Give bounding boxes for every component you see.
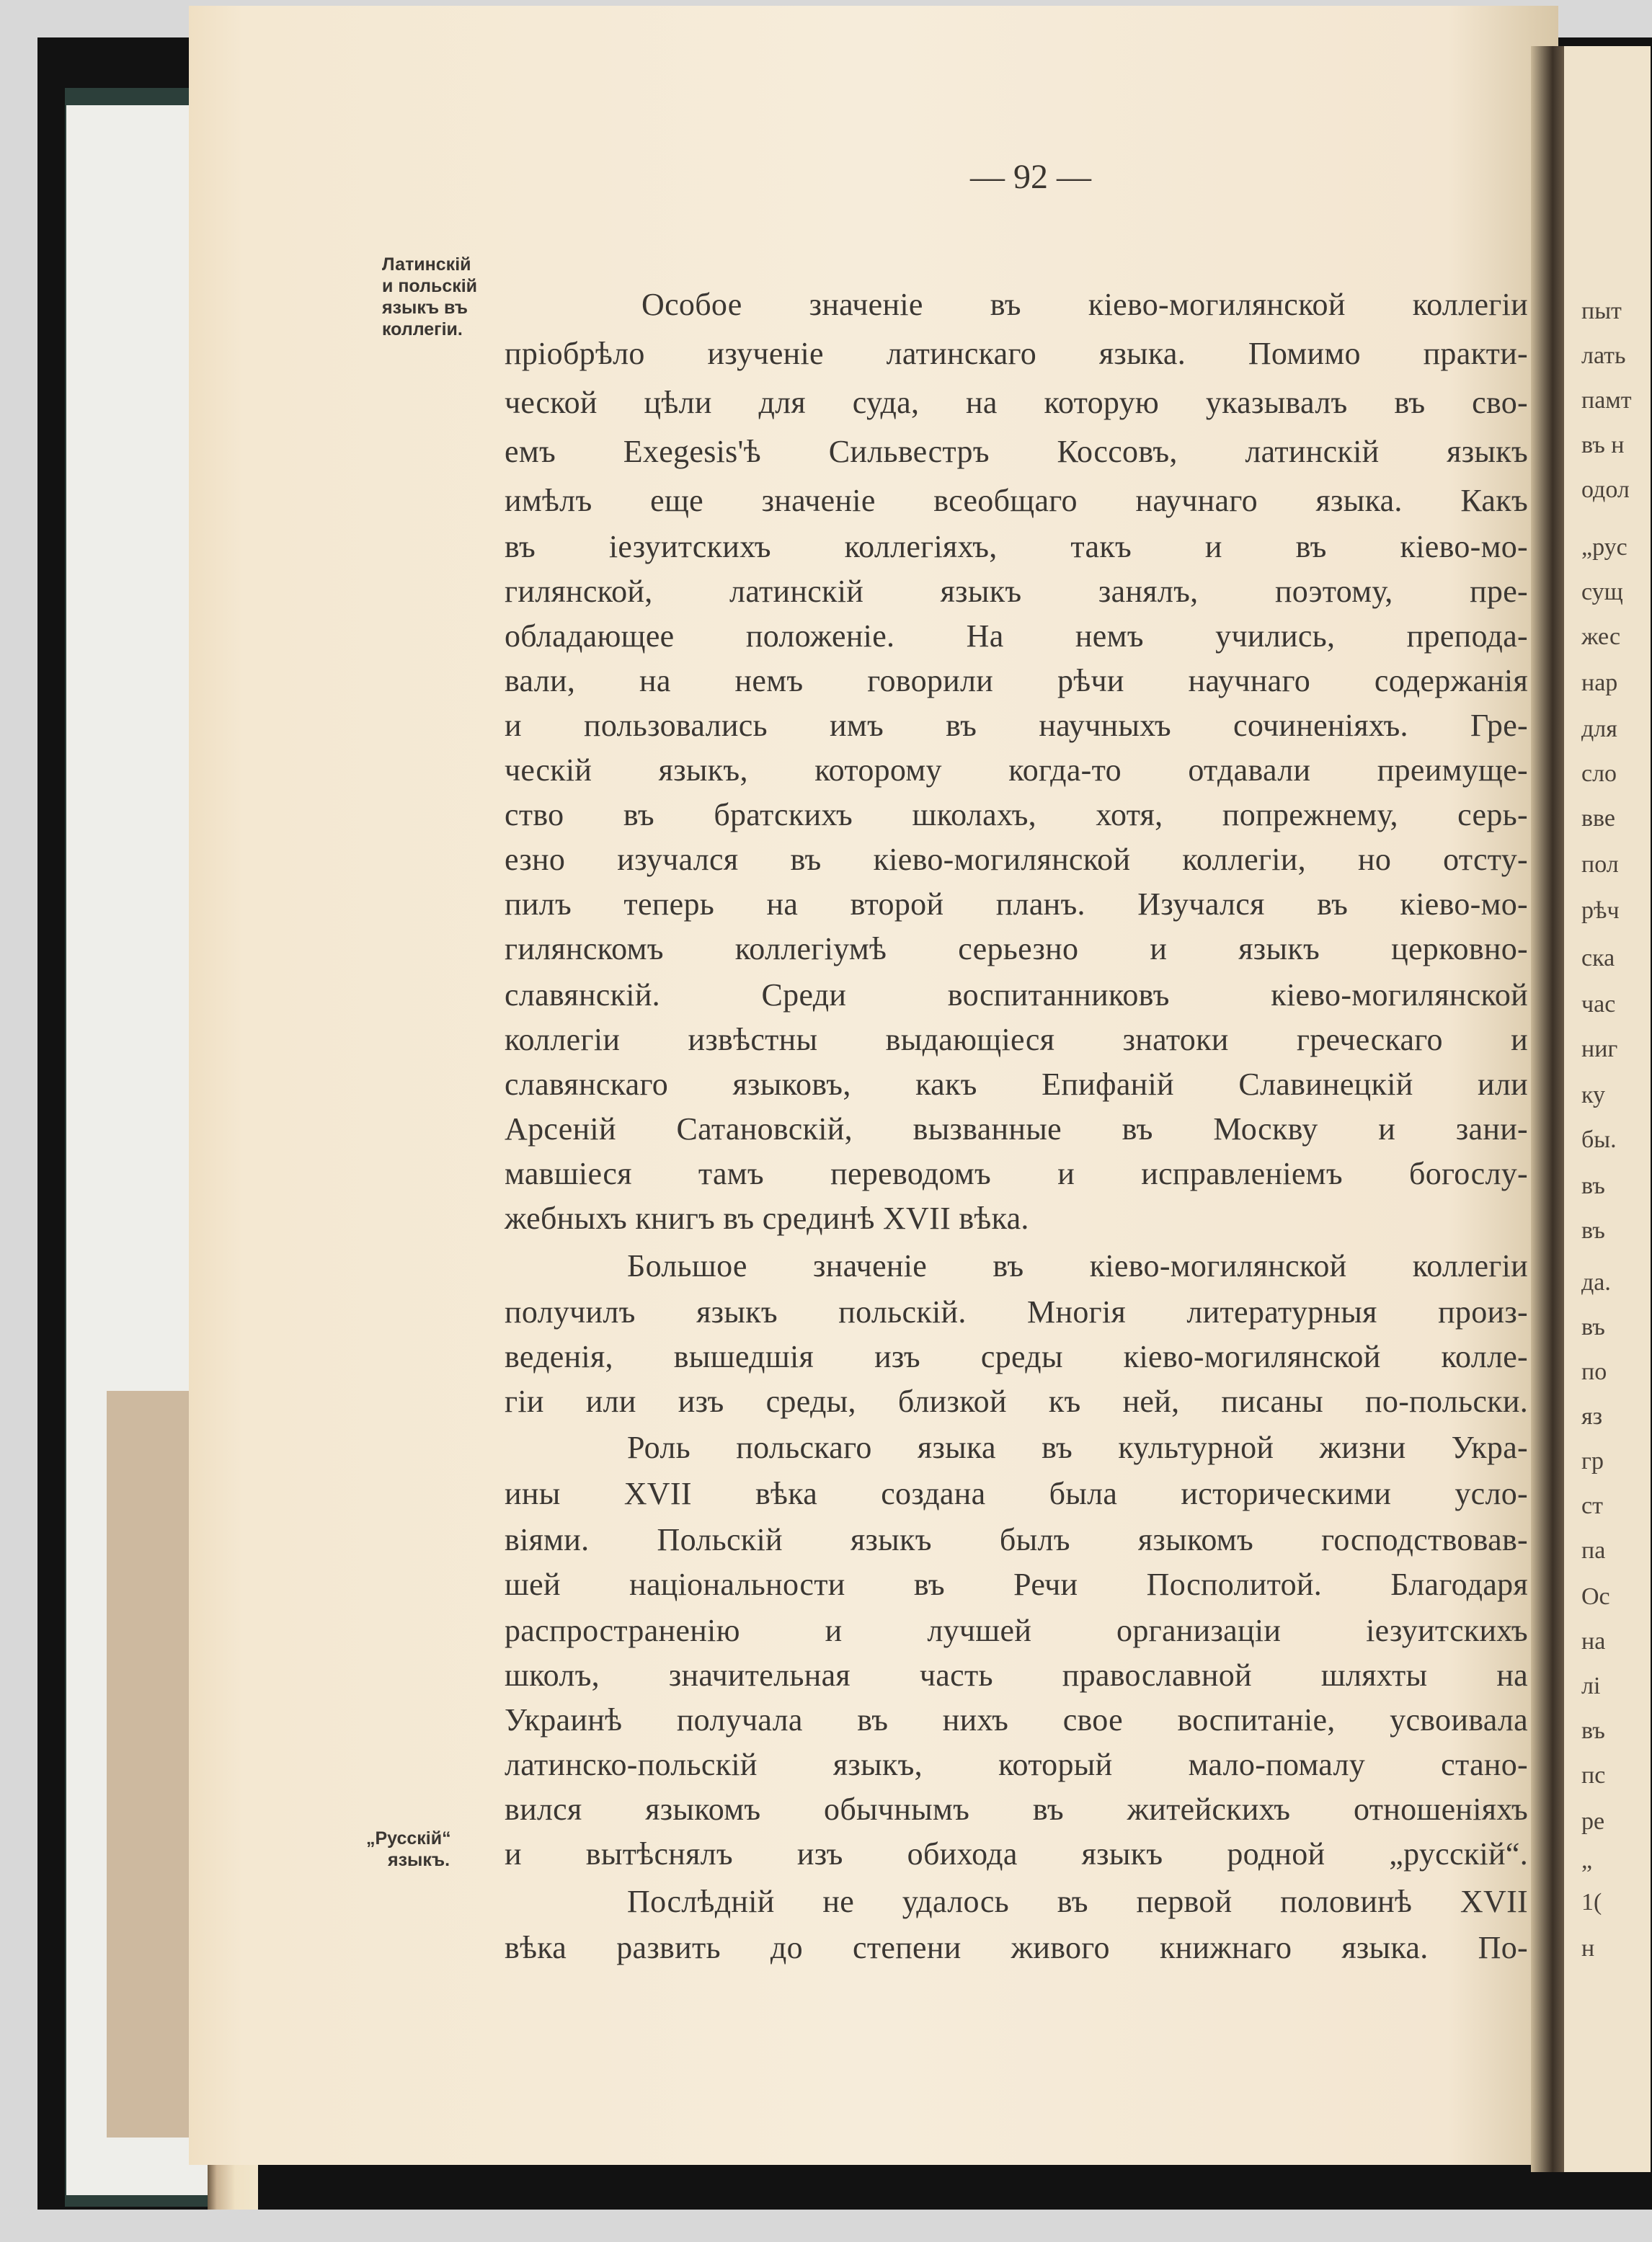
next-page-fragment: памт [1581,387,1632,414]
text-line: имѣлъ еще значеніе всеобщаго научнаго языка. Какъ [505,483,1528,518]
next-page-fragment: лать [1581,342,1626,369]
text-line: емъ Exegesis'ѣ Сильвестръ Коссовъ, латинскій языкъ [505,434,1528,469]
text-line: ческій языкъ, которому когда-то отдавали преимуще- [505,752,1528,788]
margin-note-latin-polish [382,254,555,340]
page-number: — 92 — [970,158,1091,196]
next-page-fragment: въ [1581,1717,1605,1744]
text-line: получилъ языкъ польскій. Многія литературныя произ- [505,1294,1528,1330]
next-page-fragment: въ [1581,1173,1605,1199]
text-line: Арсеній Сатановскій, вызванные въ Москву и зани- [505,1111,1528,1147]
text-line: пріобрѣло изученіе латинскаго языка. Помимо практи- [505,336,1528,371]
text-line: ины XVII вѣка создана была историческими усло- [505,1476,1528,1511]
text-line: гилянскомъ коллегіумѣ серьезно и языкъ церковно- [505,931,1528,966]
text-line: ство въ братскихъ школахъ, хотя, попрежнему, серь- [505,797,1528,832]
next-page-fragment: ку [1581,1082,1606,1108]
next-page-fragment: ниг [1581,1036,1618,1062]
text-line: веденія, вышедшія изъ среды кіево-могилянской колле- [505,1339,1528,1374]
next-page-fragment: ре [1581,1808,1605,1835]
next-page-fragment: сло [1581,760,1617,787]
next-page-fragment: пол [1581,851,1619,878]
next-page-fragment: нар [1581,670,1618,696]
text-line: обладающее положеніе. На немъ учились, препода- [505,618,1528,654]
next-page-fragment: одол [1581,476,1630,503]
text-line: вали, на немъ говорили рѣчи научнаго содержанія [505,663,1528,698]
next-page-fragment: „рус [1581,534,1627,561]
next-page-fragment: ска [1581,945,1615,971]
next-page-fragment: пыт [1581,298,1622,324]
margin-note-line: коллегіи. [382,319,463,339]
next-page-fragment: па [1581,1537,1606,1564]
text-line: гіи или изъ среды, близкой къ ней, писаны по-польски. [505,1384,1528,1419]
margin-note-line: Латинскій [382,254,471,275]
margin-note-line: „Русскій“ [366,1828,451,1849]
next-page-fragment: 1( [1581,1889,1602,1916]
next-page-fragment: н [1581,1935,1595,1962]
text-line: Большое значеніе въ кіево-могилянской коллегіи [627,1248,1528,1284]
text-line: гилянской, латинскій языкъ занялъ, поэтому, пре- [505,574,1528,609]
next-page-fragment: Ос [1581,1583,1610,1610]
text-line: Особое значеніе въ кіево-могилянской коллегіи [641,287,1528,322]
text-line: распространенію и лучшей организаціи іезуитскихъ [505,1613,1528,1648]
text-line: латинско-польскій языкъ, который мало-помалу стано- [505,1747,1528,1782]
text-line: Украинѣ получала въ нихъ свое воспитаніе, усвоивала [505,1702,1528,1738]
next-page-fragment: въ [1581,1217,1605,1244]
next-page-fragment: въ [1581,1314,1605,1340]
text-line: коллегіи извѣстны выдающіеся знатоки греческаго и [505,1022,1528,1057]
next-page-fragment: въ н [1581,432,1625,458]
text-line: и вытѣснялъ изъ обихода языкъ родной „русскій“. [505,1836,1528,1872]
next-page-fragment: жес [1581,623,1621,650]
next-page-fragment: „ [1581,1847,1593,1874]
next-page-fragment: пс [1581,1762,1606,1789]
text-line: школъ, значительная часть православной шляхты на [505,1658,1528,1693]
margin-note-line: языкъ. [388,1850,450,1870]
text-line: пилъ теперь на второй планъ. Изучался въ кіево-мо- [505,886,1528,922]
next-page-fragment: сущ [1581,579,1623,605]
text-line: віями. Польскій языкъ былъ языкомъ господствовав- [505,1522,1528,1557]
text-line: шей національности въ Речи Посполитой. Благодаря [505,1567,1528,1602]
margin-note-line: языкъ въ [382,298,468,318]
text-line: въ іезуитскихъ коллегіяхъ, такъ и въ кіево-мо- [505,529,1528,564]
text-line: ческой цѣли для суда, на которую указывалъ въ сво- [505,385,1528,420]
text-line: жебныхъ книгъ въ срединѣ XVII вѣка. [505,1201,1029,1236]
next-page-fragment: да. [1581,1269,1611,1296]
text-line: Роль польскаго языка въ культурной жизни Укра- [627,1430,1528,1465]
next-page-fragment: вве [1581,805,1615,832]
text-line: мавшіеся тамъ переводомъ и исправленіемъ богослу- [505,1156,1528,1191]
next-page-fragment: яз [1581,1403,1603,1430]
next-page-fragment: по [1581,1358,1607,1385]
next-page-fragment: гр [1581,1448,1604,1474]
next-page-fragment: час [1581,991,1616,1018]
text-line: вѣка развить до степени живого книжнаго языка. По- [505,1930,1528,1965]
margin-note-line: и польскій [382,276,478,296]
next-page-fragment: для [1581,716,1617,742]
text-line: славянскаго языковъ, какъ Епифаній Славинецкій или [505,1067,1528,1102]
next-page-fragment: на [1581,1628,1606,1655]
text-line: славянскій. Среди воспитанниковъ кіево-могилянской [505,977,1528,1013]
text-line: и пользовались имъ въ научныхъ сочиненіяхъ. Гре- [505,708,1528,743]
next-page-fragment: ст [1581,1493,1603,1519]
next-page-fragment: бы. [1581,1126,1617,1153]
next-page-fragment: лі [1581,1673,1601,1699]
text-line: Послѣдній не удалось въ первой половинѣ XVII [627,1884,1528,1919]
text-line: вился языкомъ обычнымъ въ житейскихъ отношеніяхъ [505,1792,1528,1827]
next-page-fragment: рѣч [1581,897,1620,924]
text-line: езно изучался въ кіево-могилянской коллегіи, но отсту- [505,842,1528,877]
